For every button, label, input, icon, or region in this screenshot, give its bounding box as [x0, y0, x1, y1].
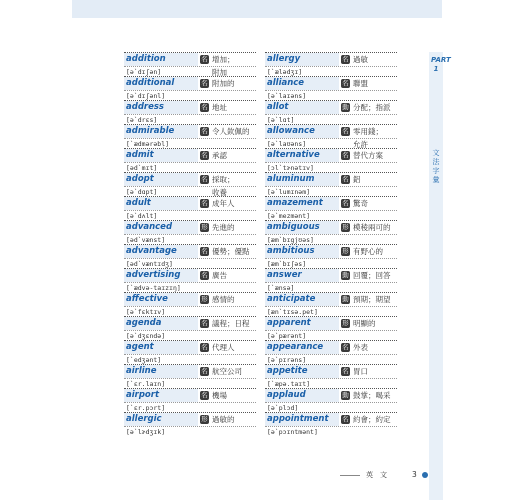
headword-cell [124, 221, 198, 234]
part-of-speech-badge: 名 [342, 415, 349, 423]
vocab-entry [265, 124, 397, 148]
phonetic-transcription: [ə`lɑt] [267, 116, 295, 124]
vocab-headword-row [265, 244, 397, 258]
headword-cell [124, 173, 198, 186]
phonetic-transcription: [ə`dʒɛndə] [126, 332, 166, 340]
vocab-entry [124, 172, 256, 196]
vocab-entry [124, 148, 256, 172]
phonetic-transcription: [`ænsə] [267, 284, 295, 292]
phonetic-transcription: [ə`laɪəns] [267, 92, 307, 100]
vocab-headword-row [124, 388, 256, 402]
part-of-speech-badge: 名 [342, 343, 349, 351]
meaning-text: 過敏的 [212, 415, 235, 424]
part-of-speech-badge: 名 [201, 103, 208, 111]
headword-cell [265, 101, 339, 114]
part-of-speech-badge: 形 [342, 319, 349, 327]
part-of-speech-badge: 名 [201, 55, 208, 63]
headword: alliance [267, 78, 305, 88]
phonetic-transcription: [ə`dɪʃənl] [126, 92, 166, 100]
part-of-speech-badge: 名 [201, 247, 208, 255]
vocab-headword-row [265, 76, 397, 90]
vocab-pronunciation-row [265, 426, 397, 438]
vocab-entry [265, 268, 397, 292]
phonetic-transcription: [əd`væntɪdʒ] [126, 260, 173, 268]
part-of-speech-badge: 名 [201, 79, 208, 87]
meaning-text: 先進的 [212, 223, 235, 232]
headword-cell [124, 53, 198, 66]
phonetic-transcription: [ə`plɔd] [267, 404, 299, 412]
headword: answer [267, 270, 302, 280]
headword: alternative [267, 150, 320, 160]
headword-cell [265, 365, 339, 378]
part-of-speech-badge: 形 [201, 415, 208, 423]
headword-cell [265, 149, 339, 162]
vocab-entry [124, 196, 256, 220]
meaning-text: 附加的 [212, 79, 235, 88]
meaning-text: 回覆；回答 [353, 271, 391, 280]
vocab-headword-row [265, 292, 397, 306]
meaning-text: 令人欽佩的 [212, 127, 250, 136]
meaning-text: 聯盟 [353, 79, 368, 88]
vocab-headword-row [265, 364, 397, 378]
vocab-entry [124, 412, 256, 436]
phonetic-transcription: [ə`pærənt] [267, 332, 307, 340]
part-side-tab [429, 52, 451, 500]
meaning-text: 外表 [353, 343, 368, 352]
part-of-speech-badge: 名 [342, 55, 349, 63]
headword-cell [124, 365, 198, 378]
vocab-headword-row [124, 364, 256, 378]
part-of-speech-badge: 名 [342, 199, 349, 207]
phonetic-transcription: [ə`laʊəns] [267, 140, 307, 148]
phonetic-transcription: [æm`bɪgjʊəs] [267, 236, 314, 244]
meaning-text: 優勢；優點 [212, 247, 250, 256]
part-of-speech-badge: 名 [201, 343, 208, 351]
vocab-entry [265, 172, 397, 196]
phonetic-transcription: [æn`tɪsə.pet] [267, 308, 318, 316]
phonetic-transcription: [ə`lɝdʒɪk] [126, 428, 166, 436]
headword-cell [124, 317, 198, 330]
meaning-text-continued: 允許 [353, 140, 368, 149]
phonetic-transcription: [ə`pɪrəns] [267, 356, 307, 364]
phonetic-transcription: [`ɛr.pɔrt] [126, 404, 166, 412]
part-of-speech-badge: 名 [201, 367, 208, 375]
headword-cell [124, 149, 198, 162]
headword: adopt [126, 174, 154, 184]
page-footer [340, 470, 430, 480]
headword-cell [265, 269, 339, 282]
part-of-speech-badge: 形 [342, 223, 349, 231]
headword: allergic [126, 414, 162, 424]
headword-cell [124, 293, 198, 306]
headword: airport [126, 390, 160, 400]
phonetic-transcription: [`edʒənt] [126, 356, 162, 364]
vocab-headword-row [124, 244, 256, 258]
headword: appointment [267, 414, 329, 424]
phonetic-transcription: [ə`lumɪnəm] [267, 188, 311, 196]
vocab-column-right [265, 52, 397, 436]
vocab-headword-row [124, 316, 256, 330]
headword: addition [126, 54, 166, 64]
headword: admit [126, 150, 154, 160]
part-text: PART [431, 56, 451, 64]
phonetic-transcription: [əd`mɪt] [126, 164, 158, 172]
headword-cell [265, 389, 339, 402]
vocab-entry [124, 76, 256, 100]
vocab-entry [124, 220, 256, 244]
meaning-text: 航空公司 [212, 367, 242, 376]
vocab-entry [265, 292, 397, 316]
vocab-entry [265, 244, 397, 268]
meaning-text: 驚奇 [353, 199, 368, 208]
part-of-speech-badge: 名 [201, 391, 208, 399]
vocab-headword-row [265, 100, 397, 114]
vocab-headword-row [124, 100, 256, 114]
vocab-entry [265, 148, 397, 172]
part-of-speech-badge: 名 [201, 319, 208, 327]
headword: admirable [126, 126, 175, 136]
headword: amazement [267, 198, 323, 208]
part-of-speech-badge: 名 [342, 127, 349, 135]
headword: advantage [126, 246, 177, 256]
part-of-speech-badge: 名 [201, 127, 208, 135]
headword-cell [124, 269, 198, 282]
vocab-headword-row [265, 52, 397, 66]
part-of-speech-badge: 動 [342, 271, 349, 279]
headword: anticipate [267, 294, 316, 304]
part-of-speech-badge: 名 [342, 367, 349, 375]
vocab-headword-row [265, 316, 397, 330]
meaning-text: 鼓掌；喝采 [353, 391, 391, 400]
headword: advertising [126, 270, 181, 280]
vocab-headword-row [265, 388, 397, 402]
vocab-entry [124, 364, 256, 388]
headword: agent [126, 342, 154, 352]
headword: affective [126, 294, 168, 304]
headword-cell [265, 125, 339, 138]
part-label [431, 56, 451, 74]
headword-cell [124, 197, 198, 210]
vocab-headword-row [124, 340, 256, 354]
vocab-entry [265, 100, 397, 124]
meaning-text: 機場 [212, 391, 227, 400]
phonetic-transcription: [ə`dɪʃən] [126, 68, 162, 76]
footer-label: 英 文 [366, 471, 387, 479]
part-number: 1 [433, 65, 439, 73]
vocab-entry [265, 388, 397, 412]
headword-cell [124, 341, 198, 354]
meaning-text: 零用錢； [353, 127, 383, 136]
part-of-speech-badge: 名 [201, 271, 208, 279]
headword: appetite [267, 366, 308, 376]
headword-cell [124, 389, 198, 402]
headword-cell [265, 221, 339, 234]
meaning-text: 代理人 [212, 343, 235, 352]
headword-cell [124, 413, 198, 426]
vocab-headword-row [124, 220, 256, 234]
footer-rule [340, 475, 360, 476]
vocab-headword-row [265, 172, 397, 186]
headword-cell [265, 197, 339, 210]
vocab-headword-row [265, 124, 397, 138]
headword: applaud [267, 390, 306, 400]
page-number: 3 [412, 470, 417, 479]
vocab-headword-row [265, 268, 397, 282]
vocab-entry [124, 244, 256, 268]
meaning-text: 增加； [212, 55, 235, 64]
part-of-speech-badge: 動 [342, 391, 349, 399]
meaning-text: 採取； [212, 175, 235, 184]
vocab-entry [265, 220, 397, 244]
part-of-speech-badge: 動 [342, 103, 349, 111]
meaning-text: 胃口 [353, 367, 368, 376]
headword: address [126, 102, 164, 112]
headword-cell [265, 317, 339, 330]
phonetic-transcription: [`ædvə-taɪzɪŋ] [126, 284, 181, 292]
vocab-entry [124, 292, 256, 316]
vocab-headword-row [124, 268, 256, 282]
vocab-headword-row [124, 124, 256, 138]
meaning-text: 有野心的 [353, 247, 383, 256]
headword-cell [265, 173, 339, 186]
vocab-headword-row [265, 148, 397, 162]
headword: appearance [267, 342, 324, 352]
meaning-text: 地址 [212, 103, 227, 112]
phonetic-transcription: [`ælədʒɪ] [267, 68, 303, 76]
headword: adult [126, 198, 151, 208]
part-of-speech-badge: 名 [342, 79, 349, 87]
phonetic-transcription: [`æpə.taɪt] [267, 380, 311, 388]
vocab-entry [265, 52, 397, 76]
vocab-headword-row [124, 148, 256, 162]
phonetic-transcription: [ə`fɛktɪv] [126, 308, 166, 316]
section-title: 文法字彙 [432, 149, 440, 184]
vocab-entry [124, 388, 256, 412]
headword-cell [265, 293, 339, 306]
headword: allot [267, 102, 289, 112]
meaning-text: 議程；日程 [212, 319, 250, 328]
headword: advanced [126, 222, 173, 232]
vocab-entry [124, 268, 256, 292]
phonetic-transcription: [ɔl`tɝnətɪv] [267, 164, 314, 172]
meaning-text: 廣告 [212, 271, 227, 280]
phonetic-transcription: [`ɛr.laɪn] [126, 380, 166, 388]
phonetic-transcription: [ə`drɛs] [126, 116, 158, 124]
vocab-entry [124, 124, 256, 148]
headword-cell [265, 245, 339, 258]
vocab-headword-row [265, 340, 397, 354]
phonetic-transcription: [ə`pɔɪntmənt] [267, 428, 318, 436]
meaning-text: 成年人 [212, 199, 235, 208]
vocab-pronunciation-row [124, 426, 256, 438]
vocab-entry [265, 316, 397, 340]
vocab-entry [265, 76, 397, 100]
vocab-headword-row [265, 196, 397, 210]
part-of-speech-badge: 名 [201, 199, 208, 207]
vocab-headword-row [124, 52, 256, 66]
meaning-text: 承認 [212, 151, 227, 160]
part-of-speech-badge: 形 [342, 247, 349, 255]
part-of-speech-badge: 形 [201, 295, 208, 303]
footer-dot-icon [422, 472, 428, 478]
phonetic-transcription: [`ædmərəbḷ] [126, 140, 170, 148]
phonetic-transcription: [ə`dɑpt] [126, 188, 158, 196]
meaning-text: 約會；約定 [353, 415, 391, 424]
headword: apparent [267, 318, 311, 328]
part-of-speech-badge: 名 [342, 175, 349, 183]
headword-cell [265, 341, 339, 354]
vocab-headword-row [265, 220, 397, 234]
headword: ambitious [267, 246, 315, 256]
phonetic-transcription: [ə`dʌlt] [126, 212, 158, 220]
vocab-entry [265, 196, 397, 220]
vocab-entry [124, 100, 256, 124]
vocab-column-left [124, 52, 256, 436]
vocab-headword-row [124, 196, 256, 210]
meaning-text: 明顯的 [353, 319, 376, 328]
headword-cell [265, 413, 339, 426]
meaning-text-continued: 附加 [212, 68, 227, 77]
meaning-text-continued: 收養 [212, 188, 227, 197]
phonetic-transcription: [əd`vænst] [126, 236, 166, 244]
headword: allowance [267, 126, 315, 136]
phonetic-transcription: [ə`mezmənt] [267, 212, 311, 220]
meaning-text: 替代方案 [353, 151, 383, 160]
phonetic-transcription: [æm`bɪʃəs] [267, 260, 307, 268]
headword-cell [124, 245, 198, 258]
top-header-band [72, 0, 442, 18]
part-of-speech-badge: 名 [342, 151, 349, 159]
meaning-text: 分配；指派 [353, 103, 391, 112]
vocab-entry [265, 364, 397, 388]
headword: additional [126, 78, 175, 88]
meaning-text: 鋁 [353, 175, 361, 184]
headword-cell [124, 101, 198, 114]
vocab-entry [124, 340, 256, 364]
headword: ambiguous [267, 222, 320, 232]
part-of-speech-badge: 名 [201, 175, 208, 183]
meaning-text: 過敏 [353, 55, 368, 64]
part-of-speech-badge: 動 [342, 295, 349, 303]
vocab-entry [124, 316, 256, 340]
vocab-entry [265, 412, 397, 436]
part-of-speech-badge: 形 [201, 223, 208, 231]
headword-cell [265, 53, 339, 66]
headword: airline [126, 366, 157, 376]
headword: aluminum [267, 174, 315, 184]
meaning-text: 預期；期望 [353, 295, 391, 304]
headword-cell [265, 77, 339, 90]
vocab-entry [124, 52, 256, 76]
vocab-headword-row [124, 292, 256, 306]
headword-cell [124, 77, 198, 90]
vocab-headword-row [124, 172, 256, 186]
headword-cell [124, 125, 198, 138]
vocab-entry [265, 340, 397, 364]
part-of-speech-badge: 名 [201, 151, 208, 159]
vocab-headword-row [265, 412, 397, 426]
meaning-text: 感情的 [212, 295, 235, 304]
vocab-headword-row [124, 412, 256, 426]
meaning-text: 模稜兩可的 [353, 223, 391, 232]
headword: agenda [126, 318, 162, 328]
headword: allergy [267, 54, 301, 64]
vocab-headword-row [124, 76, 256, 90]
